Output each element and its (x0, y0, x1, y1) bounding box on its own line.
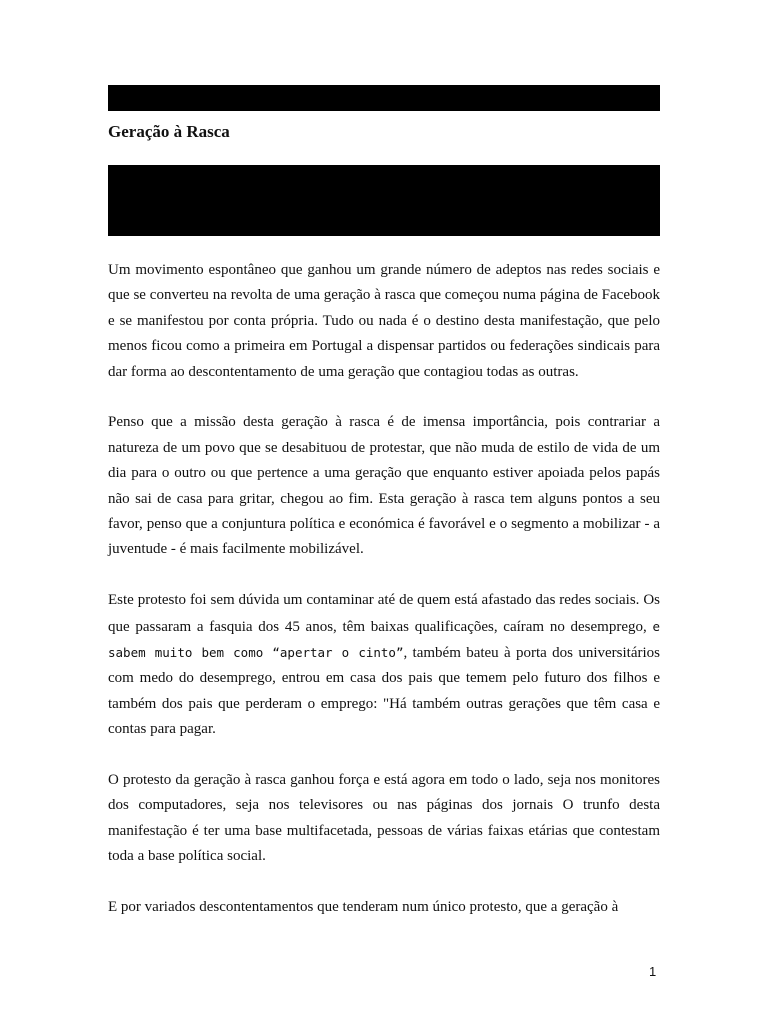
redacted-header-bar (108, 85, 660, 111)
paragraph-3 (108, 588, 660, 742)
document-body (108, 258, 660, 946)
paragraph-3-quote: e sabem muito bem como “apertar o cinto” (108, 618, 660, 661)
paragraph-3-text-after: , também bateu à porta dos universitários com medo do desemprego, entrou em casa dos pais que temem pelo futuro dos filhos e também dos pais que perderam o emprego: "Há também outras gerações que têm casa e contas para pagar. (108, 645, 660, 738)
paragraph-4: O protesto da geração à rasca ganhou força e está agora em todo o lado, seja nos monitores dos computadores, seja nos televisores ou nas páginas dos jornais O trunfo desta manifestação é ter uma base multifacetada, pessoas de várias faixas etárias que contestam toda a base política social. (108, 772, 660, 865)
page-number: 1 (649, 964, 657, 979)
paragraph-5: E por variados descontentamentos que tenderam num único protesto, que a geração à (108, 899, 619, 916)
paragraph-3-text-before: Este protesto foi sem dúvida um contaminar até de quem está afastado das redes sociais. Os que passaram a fasquia dos 45 anos, têm baixas qualificações, caíram no desemprego, (108, 592, 660, 635)
document-title: Geração à Rasca (108, 122, 230, 141)
paragraph-1: Um movimento espontâneo que ganhou um grande número de adeptos nas redes sociais e que se converteu na revolta de uma geração à rasca que começou numa página de Facebook e se manifestou por conta própria. Tudo ou nada é o destino desta manifestação, que pelo menos ficou como a primeira em Portugal a dispensar partidos ou federações sindicais para dar forma ao descontentamento de uma geração que contagiou todas as outras. (108, 262, 660, 380)
redacted-block (108, 165, 660, 236)
paragraph-2: Penso que a missão desta geração à rasca é de imensa importância, pois contrariar a natureza de um povo que se desabituou de protestar, que não muda de estilo de vida de um dia para o outro ou que pertence a uma geração que enquanto estiver apoiada pelos papás não sai de casa para gritar, chegou ao fim. Esta geração à rasca tem alguns pontos a seu favor, penso que a conjuntura política e económica é favorável e o segmento a mobilizar - a juventude - é mais facilmente mobilizável. (108, 414, 660, 558)
